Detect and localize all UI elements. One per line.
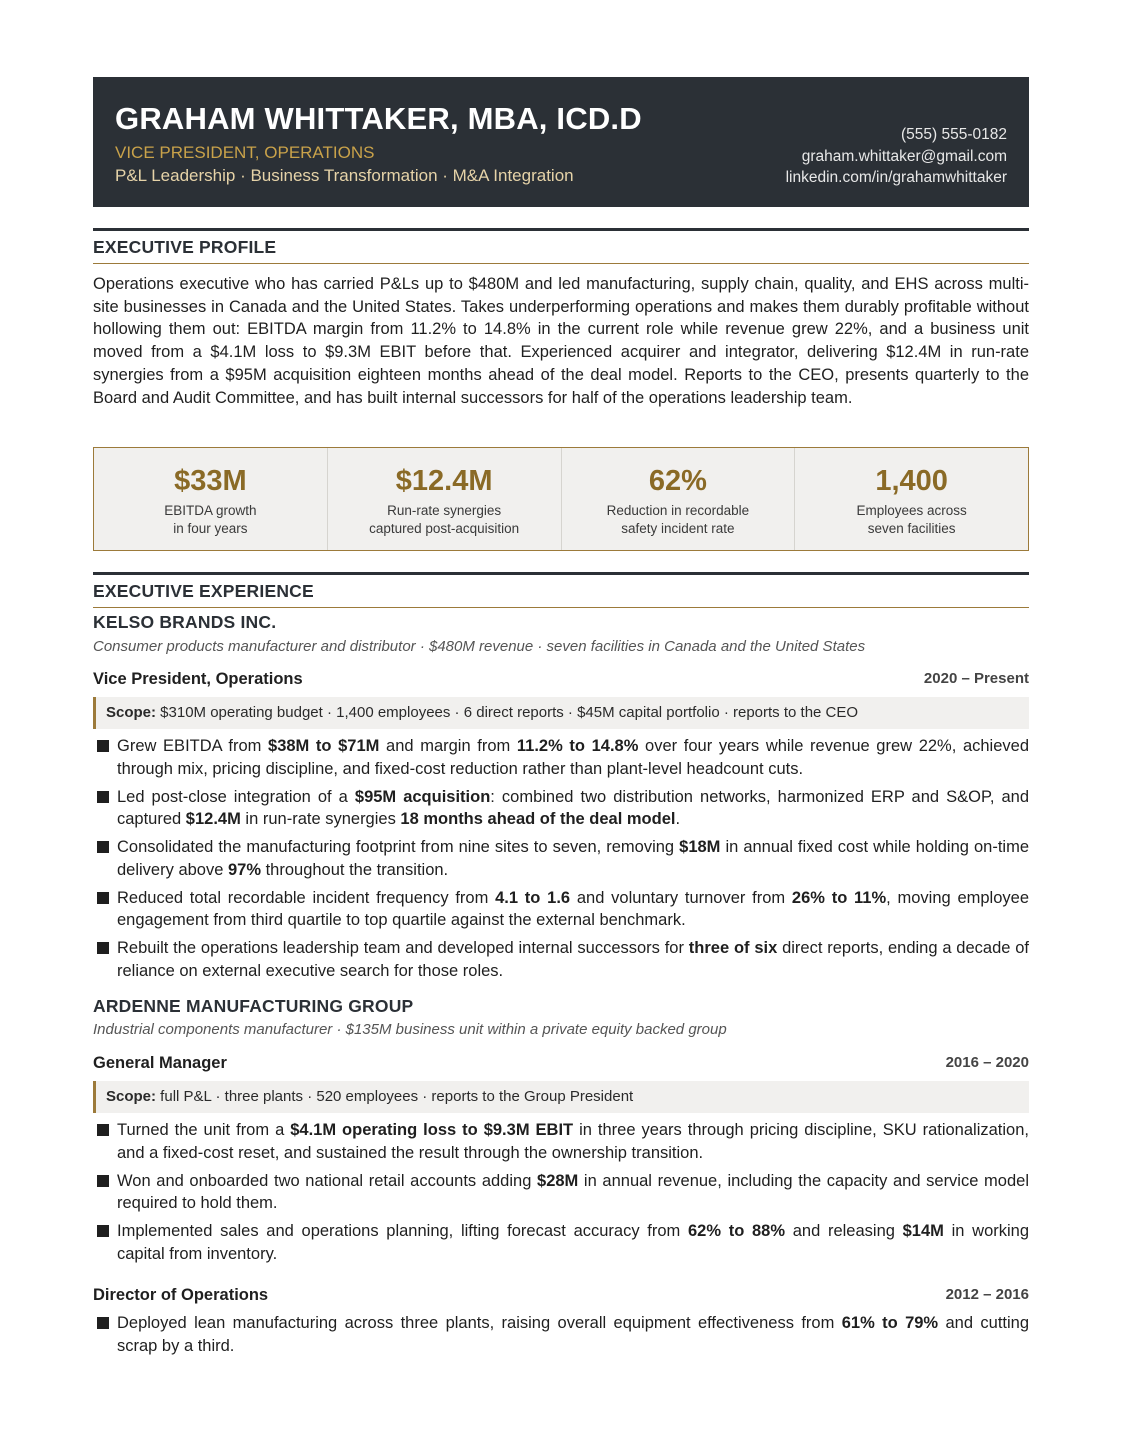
bullet-square-icon	[97, 1175, 109, 1187]
bullet-text: , moving employee engagement from third quartile to top quartile against the external benchmark.	[117, 888, 1029, 929]
company-name: KELSO BRANDS INC.	[93, 612, 277, 632]
achievement-bullet	[93, 735, 1029, 780]
metric-card	[562, 448, 796, 550]
bullet-square-icon	[97, 841, 109, 853]
bullet-highlight: 61% to 79%	[841, 1314, 939, 1332]
achievement-list	[93, 735, 1029, 988]
bullet-text: Reduced total recordable incident frequency from	[117, 888, 496, 907]
phone-number: (555) 555-0182	[901, 126, 1007, 143]
bullet-highlight: $4.1M operating loss to $9.3M EBIT	[290, 1121, 574, 1139]
company-name: ARDENNE MANUFACTURING GROUP	[93, 996, 414, 1016]
bullet-text: and releasing	[785, 1222, 903, 1240]
bullet-highlight: $12.4M	[185, 810, 241, 828]
bullet-text: throughout the transition.	[261, 860, 449, 879]
metric-label: Employees across seven facilities	[856, 503, 967, 536]
bullet-square-icon	[97, 942, 109, 954]
bullet-text: in annual revenue, including the capacity and service model required to hold them.	[117, 1171, 1029, 1212]
bullet-square-icon	[97, 1124, 109, 1136]
bullet-text: and margin from	[379, 737, 517, 755]
bullet-square-icon	[97, 892, 109, 904]
bullet-text: and voluntary turnover from	[570, 888, 792, 907]
bullet-text: Implemented sales and operations planning, lifting forecast accuracy from	[117, 1222, 688, 1240]
metric-value: 62%	[648, 465, 707, 497]
bullet-text: Won and onboarded two national retail accounts adding	[117, 1171, 538, 1190]
bullet-text: .	[675, 810, 681, 828]
achievement-bullet	[93, 1119, 1029, 1164]
role-title	[93, 670, 1029, 689]
metric-value: 1,400	[875, 465, 948, 497]
bullet-text: Turned the unit from a	[117, 1121, 291, 1139]
bullet-highlight: 18 months ahead of the deal model	[400, 810, 676, 828]
bullet-text: Led post-close integration of a	[117, 787, 355, 806]
role-title	[93, 1054, 1029, 1073]
metric-card	[94, 448, 328, 550]
section-heading-experience: EXECUTIVE EXPERIENCE	[93, 572, 1029, 608]
bullet-highlight: $28M	[537, 1171, 579, 1190]
bullet-highlight: 62% to 88%	[688, 1222, 786, 1240]
bullet-square-icon	[97, 1225, 109, 1237]
bullet-text: Consolidated the manufacturing footprint from nine sites to seven, removing	[117, 838, 680, 856]
role-dates: 2012 – 2016	[945, 1286, 1029, 1303]
candidate-tagline: P&L Leadership · Business Transformation · M&A Integration	[115, 166, 574, 185]
role-dates: 2020 – Present	[923, 670, 1029, 687]
role-name: General Manager	[93, 1054, 227, 1072]
metric-label: EBITDA growth in four years	[164, 503, 257, 536]
bullet-text: Grew EBITDA from	[117, 737, 269, 755]
key-metrics	[93, 447, 1029, 551]
role-name: Director of Operations	[93, 1286, 269, 1304]
achievement-bullet	[93, 836, 1029, 881]
achievement-bullet	[93, 937, 1029, 982]
achievement-list	[93, 1312, 1029, 1363]
metric-label: Run-rate synergies captured post-acquisition	[369, 503, 520, 536]
bullet-text: : combined two distribution networks, harmonized ERP and S&OP, and captured	[117, 787, 1029, 828]
bullet-square-icon	[97, 1317, 109, 1329]
bullet-highlight: 11.2% to 14.8%	[516, 737, 639, 755]
candidate-title: VICE PRESIDENT, OPERATIONS	[115, 143, 375, 162]
bullet-text: direct reports, ending a decade of reliance on external executive search for those roles.	[117, 939, 1029, 980]
bullet-text: Rebuilt the operations leadership team and developed internal successors for	[117, 939, 689, 957]
metric-label: Reduction in recordable safety incident rate	[606, 503, 750, 536]
company-description: Consumer products manufacturer and distributor · $480M revenue · seven facilities in Canada and the United States	[93, 638, 866, 655]
metric-value: $12.4M	[395, 465, 493, 497]
scope-text: $310M operating budget · 1,400 employees · 6 direct reports · $45M capital portfolio · reports to the CEO	[156, 704, 859, 721]
scope-box	[93, 697, 1029, 729]
resume-header	[93, 77, 1029, 207]
profile-summary: Operations executive who has carried P&Ls up to $480M and led manufacturing, supply chain, quality, and EHS across multi-site businesses in Canada and the United States. Takes underperforming operations and makes them durably profitable without hollowing them out: EBITDA margin from 11.2% to 14.8% in the current role while revenue grew 22%, and a business unit moved from a $4.1M loss to $9.3M EBIT before that. Experienced acquirer and integrator, delivering $12.4M in run-rate synergies from a $95M acquisition eighteen months ahead of the deal model. Reports to the CEO, presents quarterly to the Board and Audit Committee, and has built internal successors for half of the operations leadership team.	[93, 275, 1029, 407]
achievement-bullet	[93, 887, 1029, 932]
bullet-text: in annual fixed cost while holding on-time delivery above	[117, 838, 1029, 879]
bullet-highlight: $95M acquisition	[354, 787, 491, 806]
company-description: Industrial components manufacturer · $135M business unit within a private equity backed group	[93, 1021, 727, 1038]
resume-page	[93, 77, 1030, 1355]
metric-value: $33M	[174, 465, 247, 497]
bullet-square-icon	[97, 791, 109, 803]
scope-box	[93, 1081, 1029, 1113]
role-name: Vice President, Operations	[93, 670, 303, 688]
metric-card	[795, 448, 1028, 550]
section-heading-profile: EXECUTIVE PROFILE	[93, 228, 1029, 264]
email-address: graham.whittaker@gmail.com	[801, 147, 1007, 165]
bullet-highlight: $14M	[902, 1222, 944, 1240]
bullet-highlight: 97%	[227, 860, 262, 879]
bullet-highlight: 26% to 11%	[791, 888, 887, 907]
achievement-bullet	[93, 1170, 1029, 1215]
bullet-text: in working capital from inventory.	[117, 1222, 1030, 1263]
scope-text: full P&L · three plants · 520 employees · reports to the Group President	[156, 1088, 634, 1105]
scope-label: Scope:	[106, 704, 157, 721]
achievement-list	[93, 1119, 1029, 1271]
role-dates: 2016 – 2020	[945, 1054, 1029, 1071]
achievement-bullet	[93, 786, 1029, 831]
contact-info	[786, 124, 1007, 189]
linkedin-url: linkedin.com/in/grahamwhittaker	[785, 169, 1007, 186]
achievement-bullet	[93, 1312, 1029, 1357]
metric-card	[328, 448, 562, 550]
bullet-text: and cutting scrap by a third.	[117, 1314, 1030, 1355]
bullet-highlight: $38M to $71M	[268, 737, 380, 755]
bullet-text: over four years while revenue grew 22%, achieved through mix, pricing discipline, and fixed-cost reduction rather than plant-level headcount cuts.	[117, 737, 1029, 778]
candidate-name: GRAHAM WHITTAKER, MBA, ICD.D	[115, 101, 642, 136]
scope-label: Scope:	[106, 1088, 157, 1105]
bullet-highlight: 4.1 to 1.6	[495, 888, 571, 907]
role-title	[93, 1286, 1029, 1305]
bullet-text: in three years through pricing discipline, SKU rationalization, and a fixed-cost reset, and sustained the result through the ownership transition.	[117, 1121, 1029, 1162]
bullet-square-icon	[97, 740, 109, 752]
bullet-highlight: $18M	[679, 838, 721, 856]
bullet-text: Deployed lean manufacturing across three plants, raising overall equipment effectiveness from	[117, 1314, 842, 1332]
bullet-highlight: three of six	[688, 939, 778, 957]
bullet-text: in run-rate synergies	[240, 810, 401, 828]
achievement-bullet	[93, 1220, 1029, 1265]
